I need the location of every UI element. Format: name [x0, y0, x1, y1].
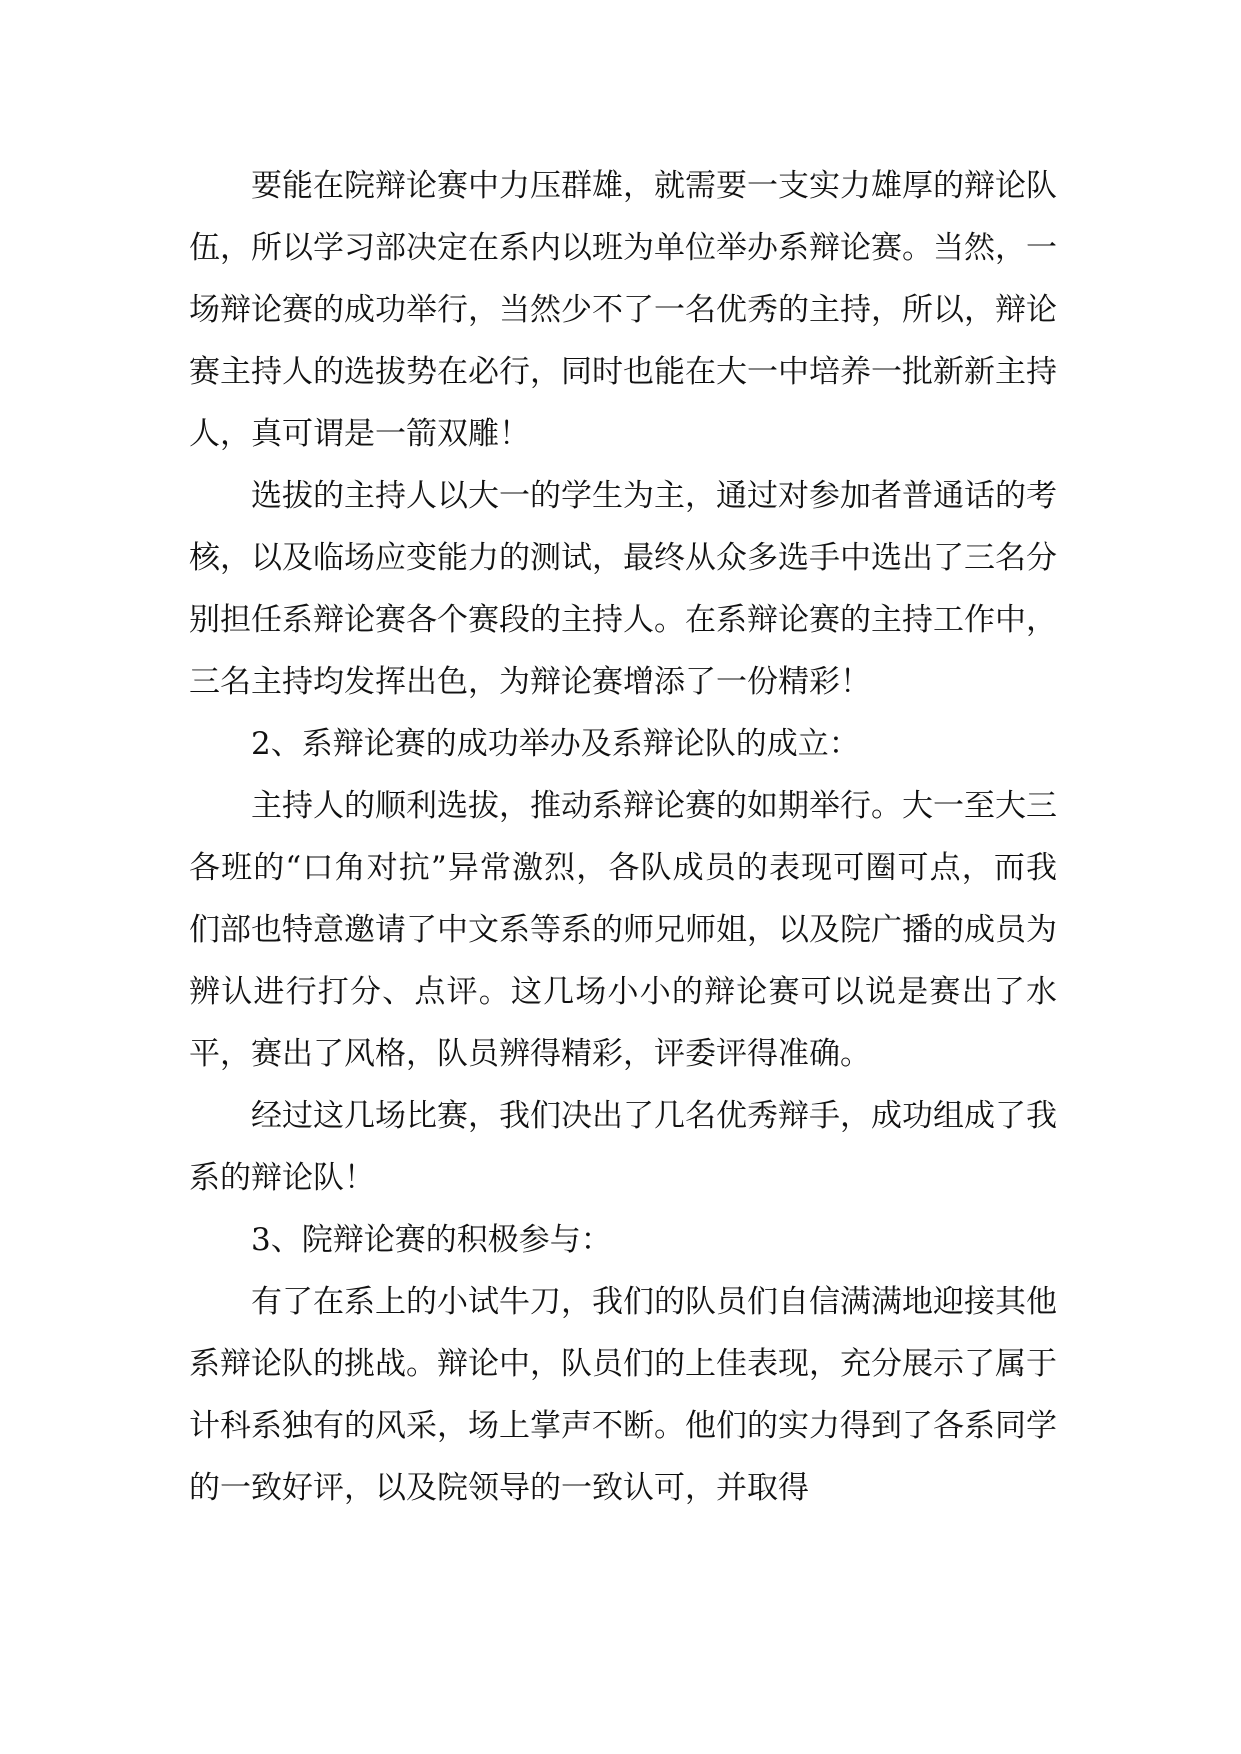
- paragraph-team-formed: 经过这几场比赛，我们决出了几名优秀辩手，成功组成了我系的辩论队！: [189, 1098, 1057, 1196]
- paragraph-debate-team-intro: 要能在院辩论赛中力压群雄，就需要一支实力雄厚的辩论队伍，所以学习部决定在系内以班为单位举办系辩论赛。当然，一场辩论赛的成功举行，当然少不了一名优秀的主持，所以，辩论赛主持人的选拔势在必行，同时也能在大一中培养一批新新主持人，真可谓是一箭双雕！: [189, 168, 1057, 452]
- document-body: [189, 155, 1057, 1519]
- paragraph-college-debate: 有了在系上的小试牛刀，我们的队员们自信满满地迎接其他系辩论队的挑战。辩论中，队员们的上佳表现，充分展示了属于计科系独有的风采，场上掌声不断。他们的实力得到了各系同学的一致好评，以及院领导的一致认可，并取得: [189, 1284, 1057, 1506]
- paragraph-host-selection: 选拔的主持人以大一的学生为主，通过对参加者普通话的考核，以及临场应变能力的测试，最终从众多选手中选出了三名分别担任系辩论赛各个赛段的主持人。在系辩论赛的主持工作中，三名主持均发挥出色，为辩论赛增添了一份精彩！: [189, 478, 1057, 700]
- paragraph-department-debates: 主持人的顺利选拔，推动系辩论赛的如期举行。大一至大三各班的“口角对抗”异常激烈，各队成员的表现可圈可点，而我们部也特意邀请了中文系等系的师兄师姐，以及院广播的成员为辨认进行打分、点评。这几场小小的辩论赛可以说是赛出了水平，赛出了风格，队员辨得精彩，评委评得准确。: [189, 788, 1057, 1072]
- section-heading-3: 3、院辩论赛的积极参与：: [251, 1222, 612, 1258]
- section-heading-2: 2、系辩论赛的成功举办及系辩论队的成立：: [251, 726, 860, 762]
